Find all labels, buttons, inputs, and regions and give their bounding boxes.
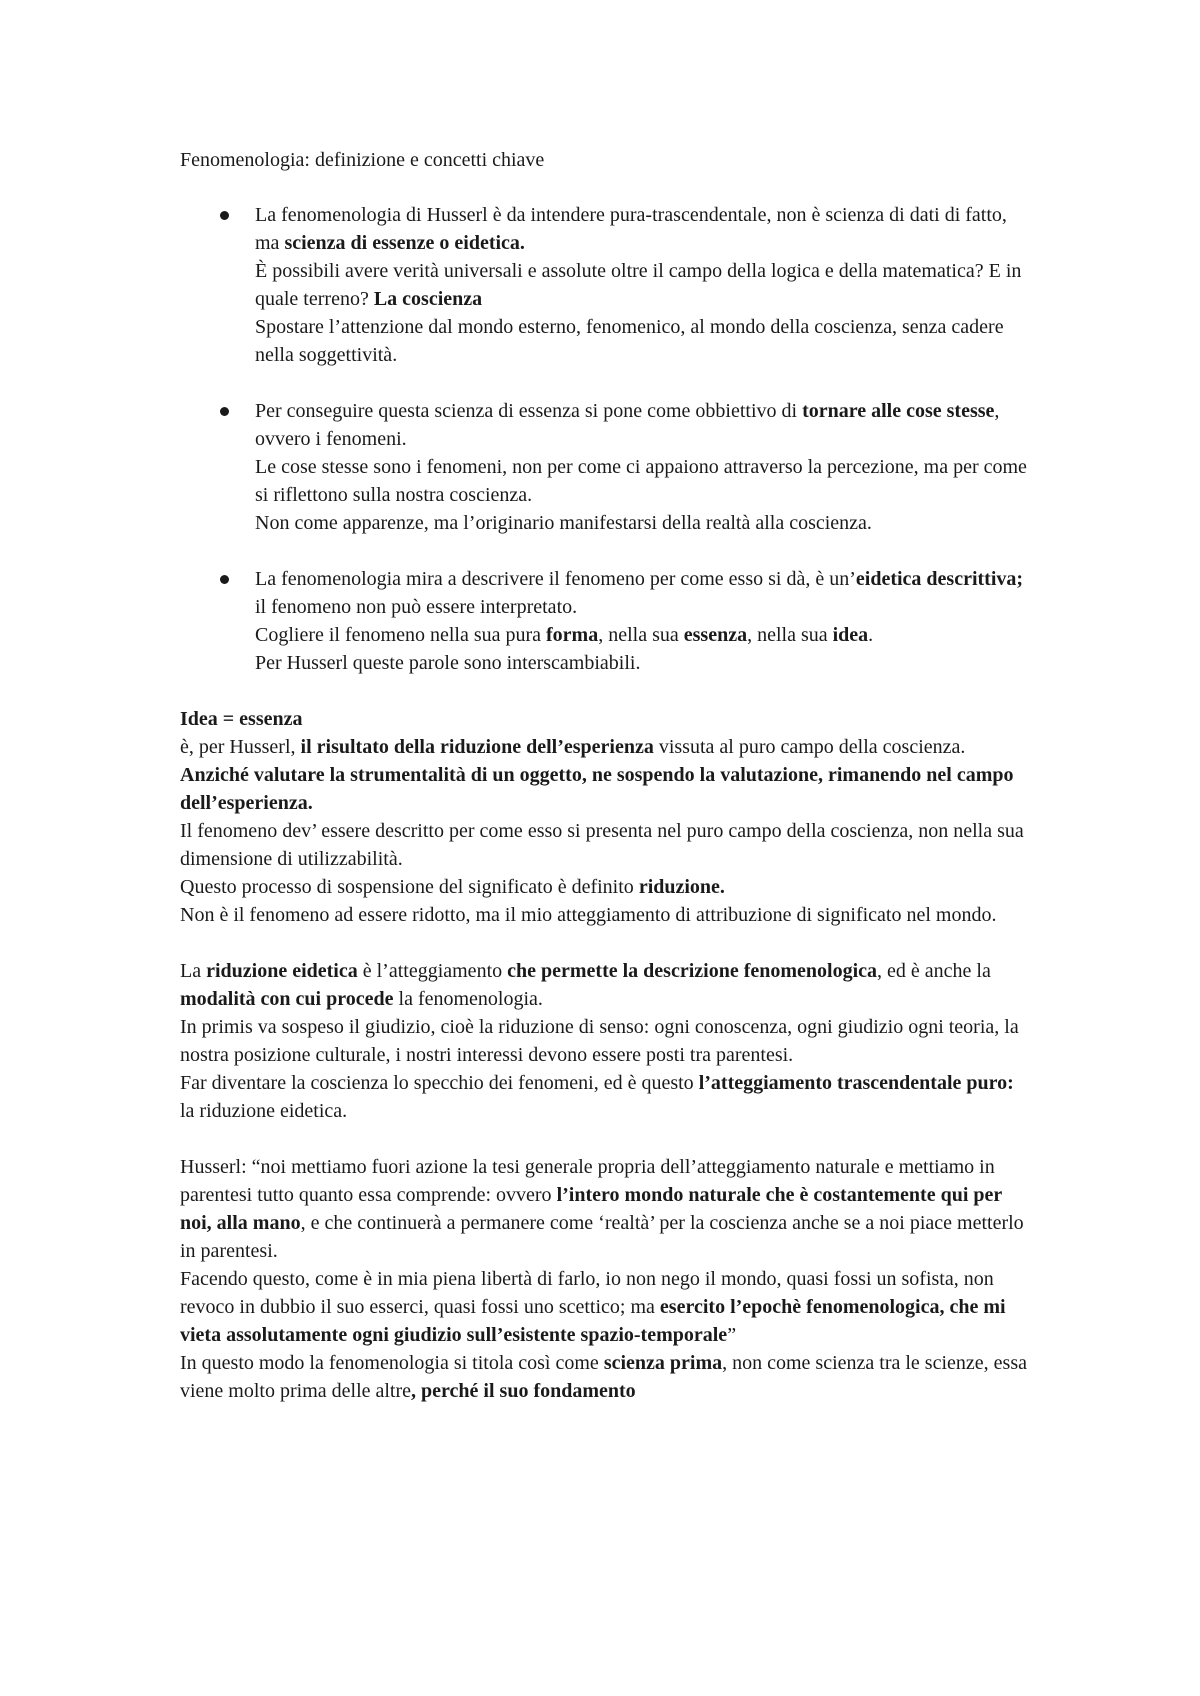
text-run: Facendo questo, come è in mia piena libertà di farlo, io non nego il mondo, quasi fossi un sofista, non revoco in dubbio il suo esserci, quasi fossi uno scettico; ma	[180, 1268, 994, 1318]
paragraph	[255, 257, 1030, 313]
text-run: , ovvero i fenomeni.	[255, 400, 1000, 450]
text-run: la fenomenologia.	[393, 988, 543, 1010]
text-run: , ed è anche la	[877, 960, 991, 982]
text-run: , non come scienza tra le scienze, essa viene molto prima delle altre	[180, 1352, 1027, 1402]
text-run: , nella sua	[747, 624, 833, 646]
bullet-list	[180, 201, 1030, 677]
list-item	[180, 397, 1030, 537]
paragraph	[180, 957, 1030, 1013]
text-run: Far diventare la coscienza lo specchio dei fenomeni, ed è questo	[180, 1072, 699, 1094]
text-run: È possibili avere verità universali e assolute oltre il campo della logica e della matematica? E in quale terreno?	[255, 260, 1022, 310]
bold-text: eidetica descrittiva;	[855, 568, 1024, 590]
paragraph	[255, 201, 1030, 257]
paragraph: Non è il fenomeno ad essere ridotto, ma il mio atteggiamento di attribuzione di significato nel mondo.	[180, 904, 997, 926]
paragraph	[180, 1349, 1030, 1405]
paragraph: Per Husserl queste parole sono interscambiabili.	[255, 652, 641, 674]
paragraph: Le cose stesse sono i fenomeni, non per come ci appaiono attraverso la percezione, ma per come si riflettono sulla nostra coscienza.	[255, 456, 1027, 506]
text-run: In questo modo la fenomenologia si titola così come	[180, 1352, 604, 1374]
text-run: .	[868, 624, 874, 646]
bold-text: il risultato della riduzione dell’esperienza	[300, 736, 654, 758]
bold-text: essenza	[683, 624, 748, 646]
text-run: La fenomenologia di Husserl è da intendere pura-trascendentale, non è scienza di dati di fatto, ma	[255, 204, 1007, 254]
bold-text: La coscienza	[373, 288, 483, 310]
bullet-dot-icon	[220, 211, 229, 220]
section-riduzione	[180, 957, 1030, 1125]
bold-text: esercito l’epochè fenomenologica, che mi vieta assolutamente ogni giudizio sull’esistente spazio-temporale	[180, 1296, 1006, 1346]
section-idea	[180, 705, 1030, 929]
bold-text: che permette la descrizione fenomenologica	[507, 960, 878, 982]
text-run: Husserl: “noi mettiamo fuori azione la tesi generale propria dell’atteggiamento naturale e mettiamo in parentesi tutto quanto essa comprende: ovvero	[180, 1156, 995, 1206]
text-run: vissuta al puro campo della coscienza.	[653, 736, 966, 758]
paragraph: Spostare l’attenzione dal mondo esterno, fenomenico, al mondo della coscienza, senza cadere nella soggettività.	[255, 316, 1004, 366]
text-run: Per conseguire questa scienza di essenza si pone come obbiettivo di	[255, 400, 803, 422]
text-run: La fenomenologia mira a descrivere il fenomeno per come esso si dà, è un’	[255, 568, 856, 590]
text-run: , e che continuerà a permanere come ‘realtà’ per la coscienza anche se a noi piace metterlo in parentesi.	[180, 1212, 1024, 1262]
paragraph	[180, 1265, 1030, 1349]
spacer	[180, 1125, 1030, 1153]
paragraph: Il fenomeno dev’ essere descritto per come esso si presenta nel puro campo della coscienza, non nella sua dimensione di utilizzabilità.	[180, 820, 1024, 870]
text-run: ”	[727, 1324, 737, 1346]
bold-paragraph: Anziché valutare la strumentalità di un oggetto, ne sospendo la valutazione, rimanendo nel campo dell’esperienza.	[180, 764, 1014, 814]
paragraph	[180, 873, 1030, 901]
bold-text: forma	[546, 624, 599, 646]
paragraph: In primis va sospeso il giudizio, cioè la riduzione di senso: ogni conoscenza, ogni giudizio ogni teoria, la nostra posizione culturale, i nostri interessi devono essere posti tra parentesi.	[180, 1016, 1019, 1066]
text-run: è, per Husserl,	[180, 736, 301, 758]
text-run: La	[180, 960, 207, 982]
paragraph	[180, 1069, 1030, 1125]
paragraph	[180, 733, 1030, 761]
list-item	[180, 201, 1030, 369]
text-run: la riduzione eidetica.	[180, 1100, 348, 1122]
text-run: il fenomeno non può essere interpretato.	[255, 596, 578, 618]
text-run: Questo processo di sospensione del significato è definito	[180, 876, 639, 898]
paragraph	[255, 621, 1030, 649]
paragraph: Non come apparenze, ma l’originario manifestarsi della realtà alla coscienza.	[255, 512, 872, 534]
bold-text: l’atteggiamento trascendentale puro:	[698, 1072, 1014, 1094]
text-run: è l’atteggiamento	[357, 960, 508, 982]
section-heading: Idea = essenza	[180, 708, 303, 730]
bold-text: scienza di essenze o eidetica.	[284, 232, 525, 254]
section-husserl-quote	[180, 1153, 1030, 1405]
bold-text: scienza prima	[603, 1352, 723, 1374]
bold-text: l’intero mondo naturale che è costantemente qui per noi, alla mano	[180, 1184, 1002, 1234]
text-run: , nella sua	[598, 624, 684, 646]
bold-text: modalità con cui procede	[180, 988, 394, 1010]
bold-text: riduzione eidetica	[206, 960, 358, 982]
paragraph	[180, 1153, 1030, 1265]
text-run: Cogliere il fenomeno nella sua pura	[255, 624, 547, 646]
document-body	[180, 146, 1030, 1405]
bullet-dot-icon	[220, 575, 229, 584]
bold-text: tornare alle cose stesse	[802, 400, 995, 422]
spacer	[180, 929, 1030, 957]
bold-text: idea	[832, 624, 869, 646]
bullet-dot-icon	[220, 407, 229, 416]
document-title: Fenomenologia: definizione e concetti chiave	[180, 149, 545, 171]
bold-text: , perché il suo fondamento	[411, 1380, 636, 1402]
paragraph	[255, 565, 1030, 621]
list-item	[180, 565, 1030, 677]
paragraph	[255, 397, 1030, 453]
bold-text: riduzione.	[638, 876, 725, 898]
